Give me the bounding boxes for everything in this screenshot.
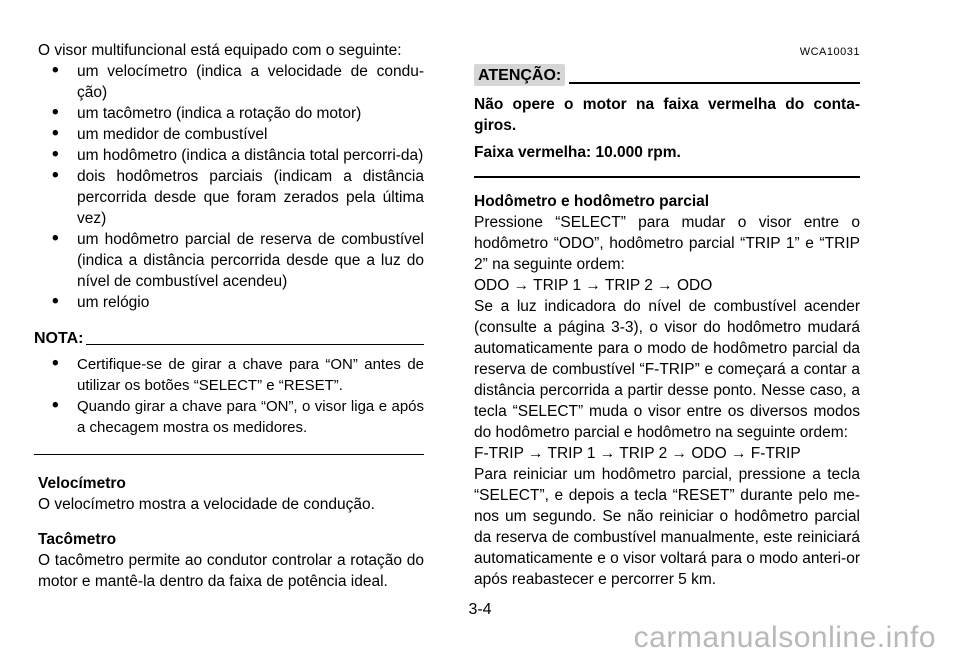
list-item: • dois hodômetros parciais (indicam a distância percorrida desde que foram zerados pela última vez) [38, 166, 424, 229]
attention-divider [569, 82, 860, 84]
odometer-paragraph: Se a luz indicadora do nível de combustível acender (consulte a página 3-3), o visor do hodômetro mudará automaticamente para o modo de hodômetro parcial da reserva de combustível “F-TRIP” e começará a contar a distância percorrida a partir desse ponto. Nesse caso, a tecla “SELECT” muda o visor entre os diversos modos do hodômetro parcial e hodômetro na seguinte ordem: [474, 298, 860, 441]
feature-list [38, 61, 424, 313]
list-item: • um hodômetro parcial de reserva de combustível (indica a distância percorrida desde que a luz do nível de combustível acendeu) [38, 229, 424, 292]
odometer-heading: Hodômetro e hodômetro parcial [474, 193, 710, 210]
note-divider [86, 344, 424, 345]
tachometer-heading: Tacômetro [38, 531, 117, 548]
odometer-paragraph: Para reiniciar um hodômetro parcial, pressione a tecla “SELECT”, e depois a tecla “RESET” durante pelo me-nos um segundo. Se não reiniciar o hodômetro parcial da reserva de combustível manualmente, este reiniciará automaticamente e o visor voltará para o modo anteri-or após reabastecer e percorrer 5 km. [474, 466, 860, 588]
attention-header [474, 64, 860, 86]
speedometer-text: O velocímetro mostra a velocidade de condução. [38, 496, 375, 513]
tachometer-text: O tacômetro permite ao condutor controlar a rotação do motor e mantê-la dentro da faixa de potência ideal. [38, 552, 424, 590]
odometer-sequence: ODO → TRIP 1 → TRIP 2 → ODO [474, 277, 713, 294]
odometer-sequence: F-TRIP → TRIP 1 → TRIP 2 → ODO → F-TRIP [474, 445, 801, 462]
list-item: • Certifique-se de girar a chave para “ON” antes de utilizar os botões “SELECT” e “RESET”. [38, 354, 424, 396]
list-item: • um hodômetro (indica a distância total percorri-da) [38, 145, 424, 166]
list-item: • Quando girar a chave para “ON”, o visor liga e após a checagem mostra os medidores. [38, 396, 424, 438]
note-header [34, 328, 424, 349]
attention-redline: Faixa vermelha: 10.000 rpm. [474, 144, 681, 161]
warning-code: WCA10031 [799, 46, 860, 58]
note-list [38, 354, 424, 438]
note-label: NOTA: [34, 330, 84, 347]
list-item: • um medidor de combustível [38, 124, 424, 145]
speedometer-heading: Velocímetro [38, 475, 126, 492]
left-column [34, 0, 424, 592]
attention-text: Não opere o motor na faixa vermelha do conta-giros. [474, 96, 860, 134]
intro-text: O visor multifuncional está equipado com o seguinte: [38, 42, 402, 59]
attention-label: ATENÇÃO: [474, 64, 565, 86]
list-item: • um velocímetro (indica a velocidade de condu-ção) [38, 61, 424, 103]
right-column [474, 0, 860, 590]
note-end-divider [34, 454, 424, 455]
odometer-paragraph: Pressione “SELECT” para mudar o visor entre o hodômetro “ODO”, hodômetro parcial “TRIP 1” e “TRIP 2” na seguinte ordem: [474, 214, 860, 273]
page-number: 3-4 [468, 601, 492, 618]
watermark: carmanualsonline.info [633, 621, 936, 654]
list-item: • um relógio [38, 292, 424, 313]
list-item: • um tacômetro (indica a rotação do motor) [38, 103, 424, 124]
attention-end-divider [474, 176, 860, 178]
